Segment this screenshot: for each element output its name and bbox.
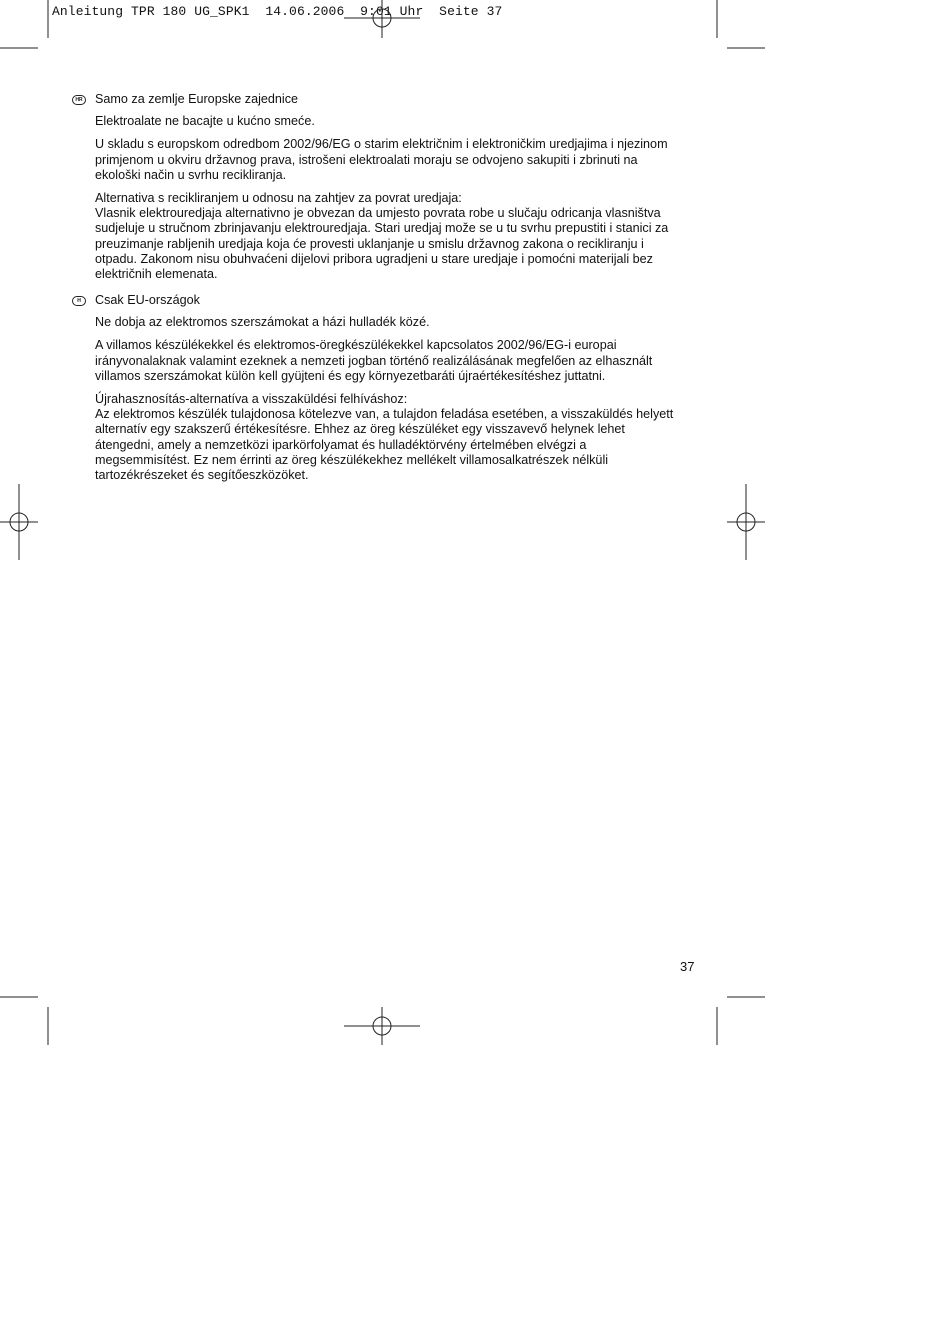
registration-mark-left	[0, 484, 38, 560]
text-line: megsemmisítést. Ez nem érrinti az öreg készülékekhez mellékelt villamosalkatrészek nélküli	[95, 452, 609, 467]
text-line: A villamos készülékekkel és elektromos-öregkészülékekkel kapcsolatos 2002/96/EG-i europai	[95, 338, 617, 353]
text-line: električnih elemenata.	[95, 267, 218, 282]
paragraph	[72, 315, 692, 330]
text-line: primjenom u okviru državnog prava, istrošeni elektroalati moraju se odvojeno sakupiti i zbrinuti na	[95, 152, 638, 167]
registration-mark-bottom	[344, 1007, 420, 1045]
section-heading-row	[72, 293, 692, 308]
language-badge-h: H	[72, 296, 86, 306]
text-line: Újrahasznosítás-alternatíva a visszaküldési felhíváshoz:	[95, 392, 408, 407]
text-line: otpadu. Zakonom nisu obuhvaćeni dijelovi pribora ugradjeni u stare uredjaje i pomoćni materijali bez	[95, 251, 653, 266]
paragraph	[72, 338, 692, 384]
paragraph	[72, 392, 692, 483]
paragraph	[72, 137, 692, 183]
text-line: sudjeluje u stručnom zbrinjavanju elektrouredjaja. Stari uredjaj može se u tu svrhu prepustiti i stanici za	[95, 221, 669, 236]
section-croatian	[72, 92, 692, 290]
text-line: alternatív egy szakszerű értékesítésre. Ehhez az öreg készüléket egy visszavevő helynek lehet	[95, 422, 625, 437]
section-hungarian	[72, 293, 692, 491]
section-heading: Samo za zemlje Europske zajednice	[95, 92, 299, 106]
text-line: ekološki način u svrhu recikliranja.	[95, 167, 287, 182]
text-line: Vlasnik elektrouredjaja alternativno je obvezan da umjesto povrata robe u slučaju odricanja vlasništva	[95, 206, 661, 221]
section-heading: Csak EU-országok	[95, 293, 200, 307]
registration-mark-right	[727, 484, 765, 560]
text-line: Elektroalate ne bacajte u kućno smeće.	[95, 114, 315, 129]
registration-mark-top	[344, 0, 420, 38]
text-line: Ne dobja az elektromos szerszámokat a házi hulladék közé.	[95, 315, 430, 330]
text-line: Az elektromos készülék tulajdonosa kötelezve van, a tulajdon feladása esetében, a visszaküldés helyett	[95, 407, 674, 422]
text-line: átengedni, amely a nemzetközi iparkörfolyamat és hulladéktörvény értelmében elvégzi a	[95, 437, 587, 452]
paragraph	[72, 191, 692, 282]
text-line: irányvonalaknak valamint ezeknek a nemzeti jogban történő realizálásának megfelően az elhasznált	[95, 353, 653, 368]
language-badge-hr: HR	[72, 95, 86, 105]
print-slug: Anleitung TPR 180 UG_SPK1 14.06.2006 9:01 Uhr Seite 37	[52, 4, 503, 19]
text-line: villamos szerszámokat külön kell gyüjteni és egy környezetbaráti újraértékesítéshez juttatni.	[95, 368, 606, 383]
text-line: preuzimanje rabljenih uredjaja koja će provesti uklanjanje u smislu državnog zakona o recikliranju i	[95, 236, 644, 251]
text-line: U skladu s europskom odredbom 2002/96/EG o starim električnim i elektroničkim uredjajima i njezinom	[95, 137, 668, 152]
paragraph	[72, 114, 692, 129]
text-line: Alternativa s recikliranjem u odnosu na zahtjev za povrat uredjaja:	[95, 191, 462, 206]
text-line: tartozékrészeket és segítőeszközöket.	[95, 468, 309, 483]
page-number: 37	[680, 959, 695, 974]
section-heading-row	[72, 92, 692, 107]
